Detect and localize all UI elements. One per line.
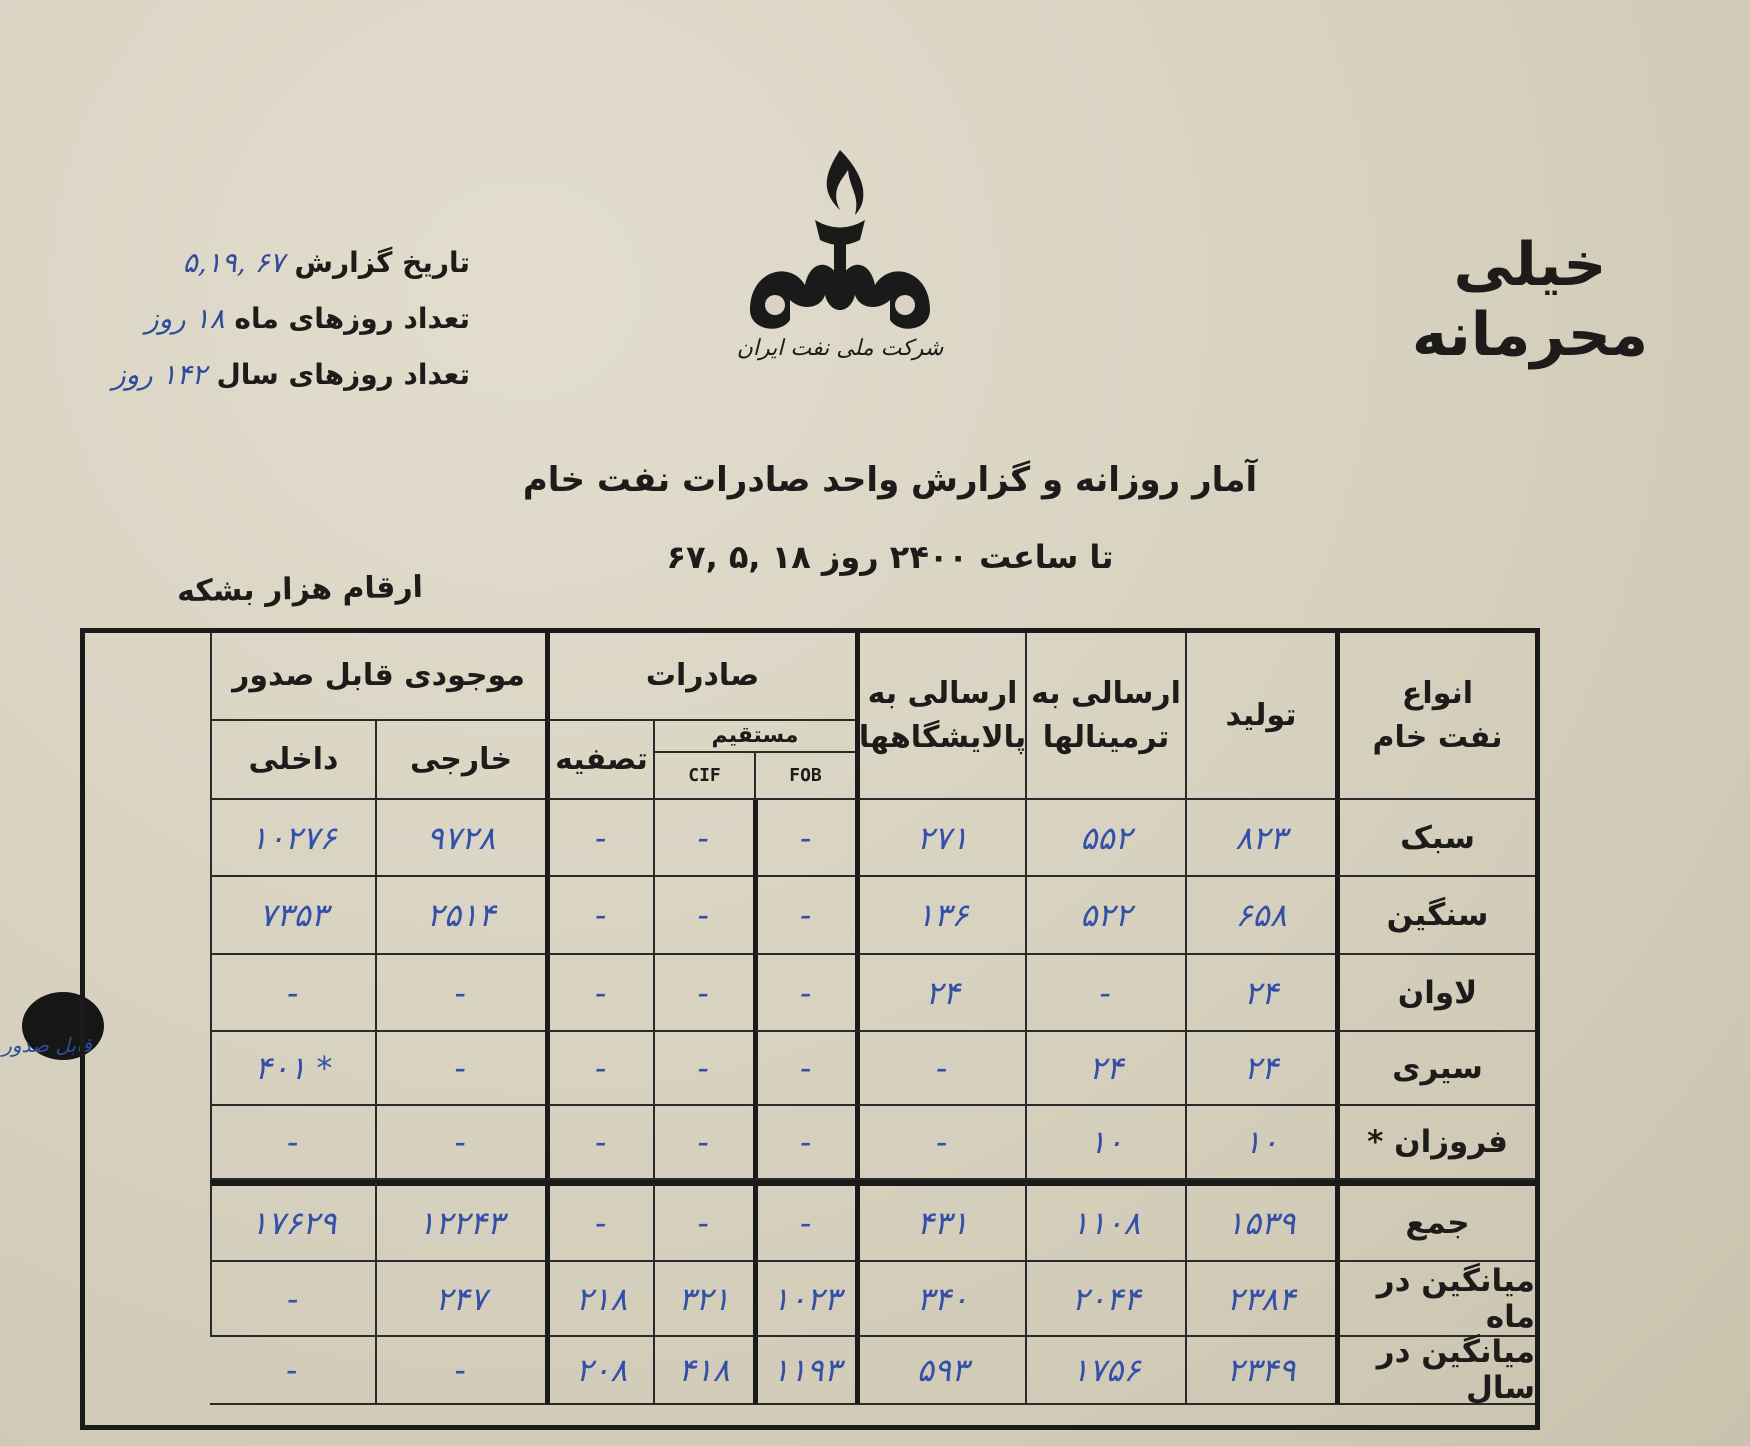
table-cell-fob: ۱۰۲۳: [753, 1262, 855, 1337]
table-cell-refineries: ۲۴: [855, 955, 1025, 1032]
table-cell-refining: -: [545, 877, 653, 955]
header-direct-sub: [655, 753, 855, 798]
table-cell-cif: -: [653, 1180, 753, 1262]
table-cell-terminals: ۵۵۲: [1025, 800, 1185, 877]
table-cell-domestic: -: [210, 1262, 375, 1337]
table-cell-production: ۲۴: [1185, 955, 1335, 1032]
table-cell-cif: -: [653, 877, 753, 955]
table-cell-production: ۲۳۸۴: [1185, 1262, 1335, 1337]
table-cell-terminals: ۱۷۵۶: [1025, 1337, 1185, 1405]
document-title: آمار روزانه و گزارش واحد صادرات نفت خام: [522, 460, 1258, 500]
table-cell-fob: -: [753, 1180, 855, 1262]
units-note: ارقام هزار بشکه: [176, 569, 424, 610]
header-cif: CIF: [688, 765, 721, 786]
header-domestic: داخلی: [210, 721, 375, 800]
table-cell-refining: -: [545, 1106, 653, 1180]
report-date-value: ۶۷ ,۵,۱۹: [182, 246, 285, 279]
table-cell-terminals: ۱۱۰۸: [1025, 1180, 1185, 1262]
header-refining: تصفیه: [545, 721, 653, 800]
table-cell-foreign: -: [375, 1106, 545, 1180]
header-to-terminals: ارسالی به ترمینالها: [1025, 633, 1185, 800]
row-label: لاوان: [1335, 955, 1535, 1032]
table-cell-fob: -: [753, 955, 855, 1032]
table-cell-refineries: -: [855, 1032, 1025, 1106]
table-cell-foreign: ۲۴۷: [375, 1262, 545, 1337]
table-cell-production: ۸۲۳: [1185, 800, 1335, 877]
table-cell-domestic: * ۴۰۱: [210, 1032, 375, 1106]
year-days-label: تعداد روزهای سال: [216, 358, 470, 391]
table-cell-cif: -: [653, 800, 753, 877]
table-cell-domestic: -: [210, 1337, 375, 1405]
header-direct: مستقیم: [655, 721, 855, 753]
table-cell-production: ۶۵۸: [1185, 877, 1335, 955]
table-cell-production: ۲۴: [1185, 1032, 1335, 1106]
header-direct-group: [653, 721, 855, 800]
row-label: میانگین در ماه: [1335, 1262, 1535, 1337]
table-cell-refining: -: [545, 800, 653, 877]
month-days-line: [40, 291, 470, 347]
header-exportable-stock: موجودی قابل صدور: [210, 633, 545, 721]
report-date-label: تاریخ گزارش: [294, 246, 470, 279]
document-subtitle: تا ساعت ۲۴۰۰ روز ۱۸ ,۵ ,۶۷: [666, 538, 1114, 576]
row-label: سبک: [1335, 800, 1535, 877]
table-cell-fob: -: [753, 1032, 855, 1106]
table-cell-refineries: -: [855, 1106, 1025, 1180]
table-cell-foreign: -: [375, 955, 545, 1032]
row-label: فروزان *: [1335, 1106, 1535, 1180]
row-label: میانگین در سال: [1335, 1337, 1535, 1405]
margin-note: قابل صدور: [2, 1033, 92, 1057]
header-crude-types: انواع نفت خام: [1335, 633, 1535, 800]
table-cell-fob: -: [753, 877, 855, 955]
report-meta: [40, 235, 470, 403]
table-cell-domestic: -: [210, 1106, 375, 1180]
header-foreign: خارجی: [375, 721, 545, 800]
table-cell-foreign: -: [375, 1032, 545, 1106]
table-cell-fob: ۱۱۹۳: [753, 1337, 855, 1405]
table-cell-foreign: -: [375, 1337, 545, 1405]
crude-export-table: [80, 628, 1540, 1430]
table-cell-refineries: ۵۹۳: [855, 1337, 1025, 1405]
table-cell-refining: -: [545, 955, 653, 1032]
table-cell-cif: -: [653, 955, 753, 1032]
table-cell-cif: ۳۲۱: [653, 1262, 753, 1337]
table-cell-domestic: ۱۰۲۷۶: [210, 800, 375, 877]
table-cell-domestic: ۷۳۵۳: [210, 877, 375, 955]
table-cell-terminals: ۵۲۲: [1025, 877, 1185, 955]
table-cell-cif: -: [653, 1032, 753, 1106]
month-days-label: تعداد روزهای ماه: [234, 302, 470, 335]
table-cell-production: ۱۵۳۹: [1185, 1180, 1335, 1262]
table-cell-terminals: ۲۴: [1025, 1032, 1185, 1106]
table-cell-fob: -: [753, 1106, 855, 1180]
table-cell-fob: -: [753, 800, 855, 877]
table-cell-cif: -: [653, 1106, 753, 1180]
table-cell-domestic: -: [210, 955, 375, 1032]
table-cell-refineries: ۱۳۶: [855, 877, 1025, 955]
table-cell-refining: ۲۰۸: [545, 1337, 653, 1405]
table-cell-production: ۱۰: [1185, 1106, 1335, 1180]
table-cell-refining: -: [545, 1032, 653, 1106]
header-fob: FOB: [754, 753, 855, 798]
table-cell-domestic: ۱۷۶۲۹: [210, 1180, 375, 1262]
row-label: جمع: [1335, 1180, 1535, 1262]
header-exports: صادرات: [545, 633, 855, 721]
table-cell-terminals: ۱۰: [1025, 1106, 1185, 1180]
table-cell-terminals: ۲۰۴۴: [1025, 1262, 1185, 1337]
table-cell-cif: ۴۱۸: [653, 1337, 753, 1405]
table-cell-foreign: ۲۵۱۴: [375, 877, 545, 955]
report-date-line: [40, 235, 470, 291]
table-cell-terminals: -: [1025, 955, 1185, 1032]
table-cell-foreign: ۹۷۲۸: [375, 800, 545, 877]
row-label: سنگین: [1335, 877, 1535, 955]
table-cell-refining: -: [545, 1180, 653, 1262]
table-cell-refineries: ۲۷۱: [855, 800, 1025, 877]
row-label: سیری: [1335, 1032, 1535, 1106]
table-cell-production: ۲۳۴۹: [1185, 1337, 1335, 1405]
table-cell-refineries: ۴۳۱: [855, 1180, 1025, 1262]
table-cell-foreign: ۱۲۲۴۳: [375, 1180, 545, 1262]
classification-stamp: خیلی محرمانه: [1411, 230, 1649, 370]
table-cell-refineries: ۳۴۰: [855, 1262, 1025, 1337]
month-days-value: ۱۸ روز: [145, 302, 225, 335]
logo-caption: شرکت ملی نفت ایران: [736, 336, 944, 361]
header-to-refineries: ارسالی به پالایشگاهها: [855, 633, 1025, 800]
header-production: تولید: [1185, 633, 1335, 800]
year-days-value: ۱۴۲ روز: [112, 358, 207, 391]
table-cell-refining: ۲۱۸: [545, 1262, 653, 1337]
year-days-line: [40, 347, 470, 403]
